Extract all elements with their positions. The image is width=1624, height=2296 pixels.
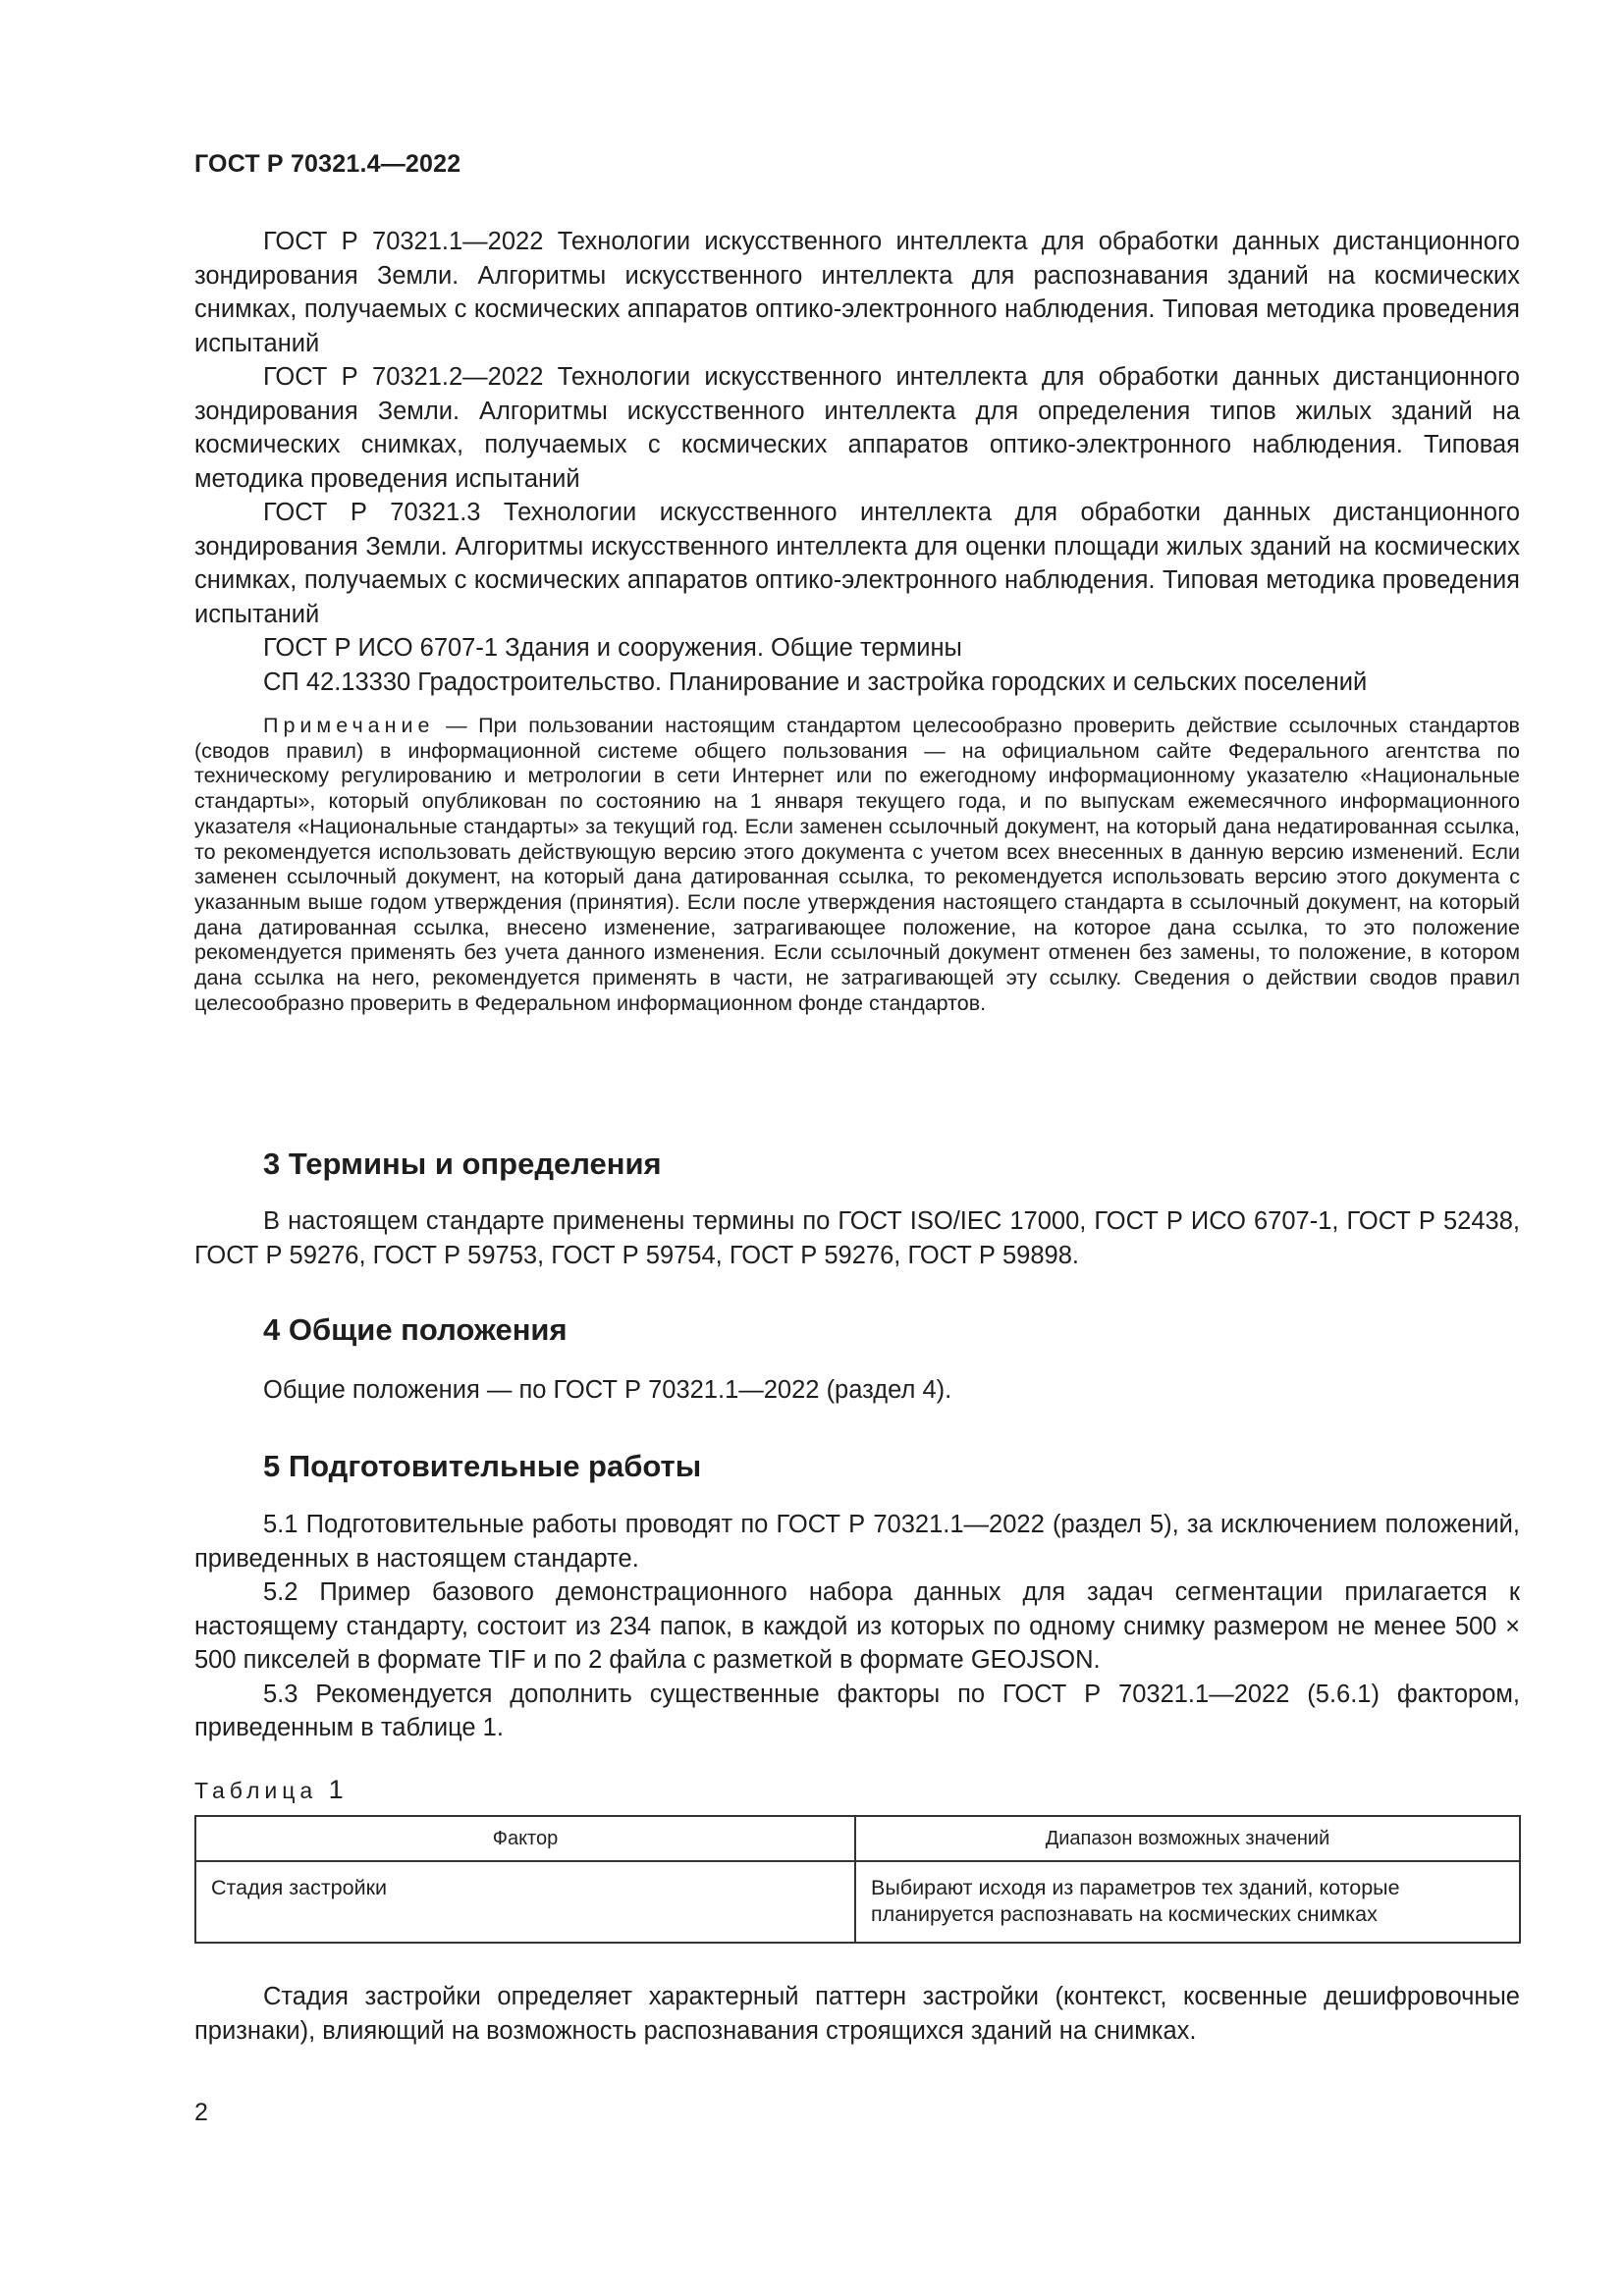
clause-5-1: 5.1 Подготовительные работы проводят по ГОСТ Р 70321.1—2022 (раздел 5), за исключением положений, приведенных в настоящем стандарте. xyxy=(194,1511,1520,1573)
table-caption-number: 1 xyxy=(328,1775,344,1804)
section-5-body xyxy=(194,1508,1520,1745)
reference-item: ГОСТ Р 70321.2—2022 Технологии искусственного интеллекта для обработки данных дистанционного зондирования Земли. Алгоритмы искусственного интеллекта для определения типов жилых зданий на космических снимках, получаемых с космических аппаратов оптико-электронного наблюдения. Типовая методика проведения испытаний xyxy=(194,363,1520,493)
table-header-cell: Диапазон возможных значений xyxy=(855,1816,1520,1861)
section-3-body xyxy=(194,1204,1520,1272)
section-4-body xyxy=(194,1373,1520,1408)
section-5-title: 5 Подготовительные работы xyxy=(263,1449,702,1483)
clause-5-2: 5.2 Пример базового демонстрационного набора данных для задач сегментации прилагается к настоящему стандарту, состоит из 234 папок, в каждой из которых по одному снимку размером не менее 500 × 500 пикселей в формате TIF и по 2 файла с разметкой в формате GEOJSON. xyxy=(194,1578,1520,1674)
table-cell: Выбирают исходя из параметров тех зданий, которые планируется распознавать на космических снимках xyxy=(855,1861,1520,1943)
table-header-row xyxy=(195,1816,1520,1861)
section-3-title: 3 Термины и определения xyxy=(263,1147,662,1181)
reference-item: СП 42.13330 Градостроительство. Планирование и застройка городских и сельских поселений xyxy=(263,667,1368,696)
reference-item: ГОСТ Р ИСО 6707-1 Здания и сооружения. Общие термины xyxy=(263,634,962,662)
table-header-cell: Фактор xyxy=(195,1816,855,1861)
document-code-header: ГОСТ Р 70321.4—2022 xyxy=(194,150,461,178)
section-4-paragraph: Общие положения — по ГОСТ Р 70321.1—2022 (раздел 4). xyxy=(263,1376,952,1404)
factors-table xyxy=(194,1815,1521,1944)
clause-5-3: 5.3 Рекомендуется дополнить существенные факторы по ГОСТ Р 70321.1—2022 (5.6.1) фактором, приведенным в таблице 1. xyxy=(194,1680,1520,1741)
table-caption-label: Таблица xyxy=(194,1778,318,1803)
note-block xyxy=(194,714,1520,1016)
page-number: 2 xyxy=(194,2099,208,2126)
reference-item: ГОСТ Р 70321.1—2022 Технологии искусственного интеллекта для обработки данных дистанционного зондирования Земли. Алгоритмы искусственного интеллекта для распознавания зданий на космических снимках, получаемых с космических аппаратов оптико-электронного наблюдения. Типовая методика проведения испытаний xyxy=(194,228,1520,357)
section-3-paragraph: В настоящем стандарте применены термины по ГОСТ ISO/IEC 17000, ГОСТ Р ИСО 6707-1, ГОСТ Р 52438, ГОСТ Р 59276, ГОСТ Р 59753, ГОСТ Р 59754, ГОСТ Р 59276, ГОСТ Р 59898. xyxy=(194,1207,1520,1269)
table-cell: Стадия застройки xyxy=(195,1861,855,1943)
normative-references-list xyxy=(194,225,1520,699)
section-4-title: 4 Общие положения xyxy=(263,1312,568,1347)
note-label: Примечание xyxy=(263,714,435,737)
table-caption xyxy=(194,1775,344,1805)
reference-item: ГОСТ Р 70321.3 Технологии искусственного интеллекта для обработки данных дистанционного зондирования Земли. Алгоритмы искусственного интеллекта для оценки площади жилых зданий на космических снимках, получаемых с космических аппаратов оптико-электронного наблюдения. Типовая методика проведения испытаний xyxy=(194,499,1520,628)
post-table-text xyxy=(194,1980,1520,2048)
table-row xyxy=(195,1861,1520,1943)
post-table-paragraph: Стадия застройки определяет характерный паттерн застройки (контекст, косвенные дешифровочные признаки), влияющий на возможность распознавания строящихся зданий на снимках. xyxy=(194,1983,1520,2045)
note-text: — При пользовании настоящим стандартом целесообразно проверить действие ссылочных стандартов (сводов правил) в информационной системе общего пользования — на официальном сайте Федерального агентства по техническому регулированию и метрологии в сети Интернет или по ежегодному информационному указателю «Национальные стандарты», который опубликован по состоянию на 1 января текущего года, и по выпускам ежемесячного информационного указателя «Национальные стандарты» за текущий год. Если заменен ссылочный документ, на который дана недатированная ссылка, то рекомендуется использовать действующую версию этого документа с учетом всех внесенных в данную версию изменений. Если заменен ссылочный документ, на который дана датированная ссылка, то рекомендуется использовать версию этого документа с указанным выше годом утверждения (принятия). Если после утверждения настоящего стандарта в ссылочный документ, на который дана датированная ссылка, внесено изменение, затрагивающее положение, на которое дана ссылка, то это положение рекомендуется применять без учета данного изменения. Если ссылочный документ отменен без замены, то положение, в котором дана ссылка на него, рекомендуется применять в части, не затрагивающей эту ссылку. Сведения о действии сводов правил целесообразно проверить в Федеральном информационном фонде стандартов. xyxy=(194,714,1520,1015)
